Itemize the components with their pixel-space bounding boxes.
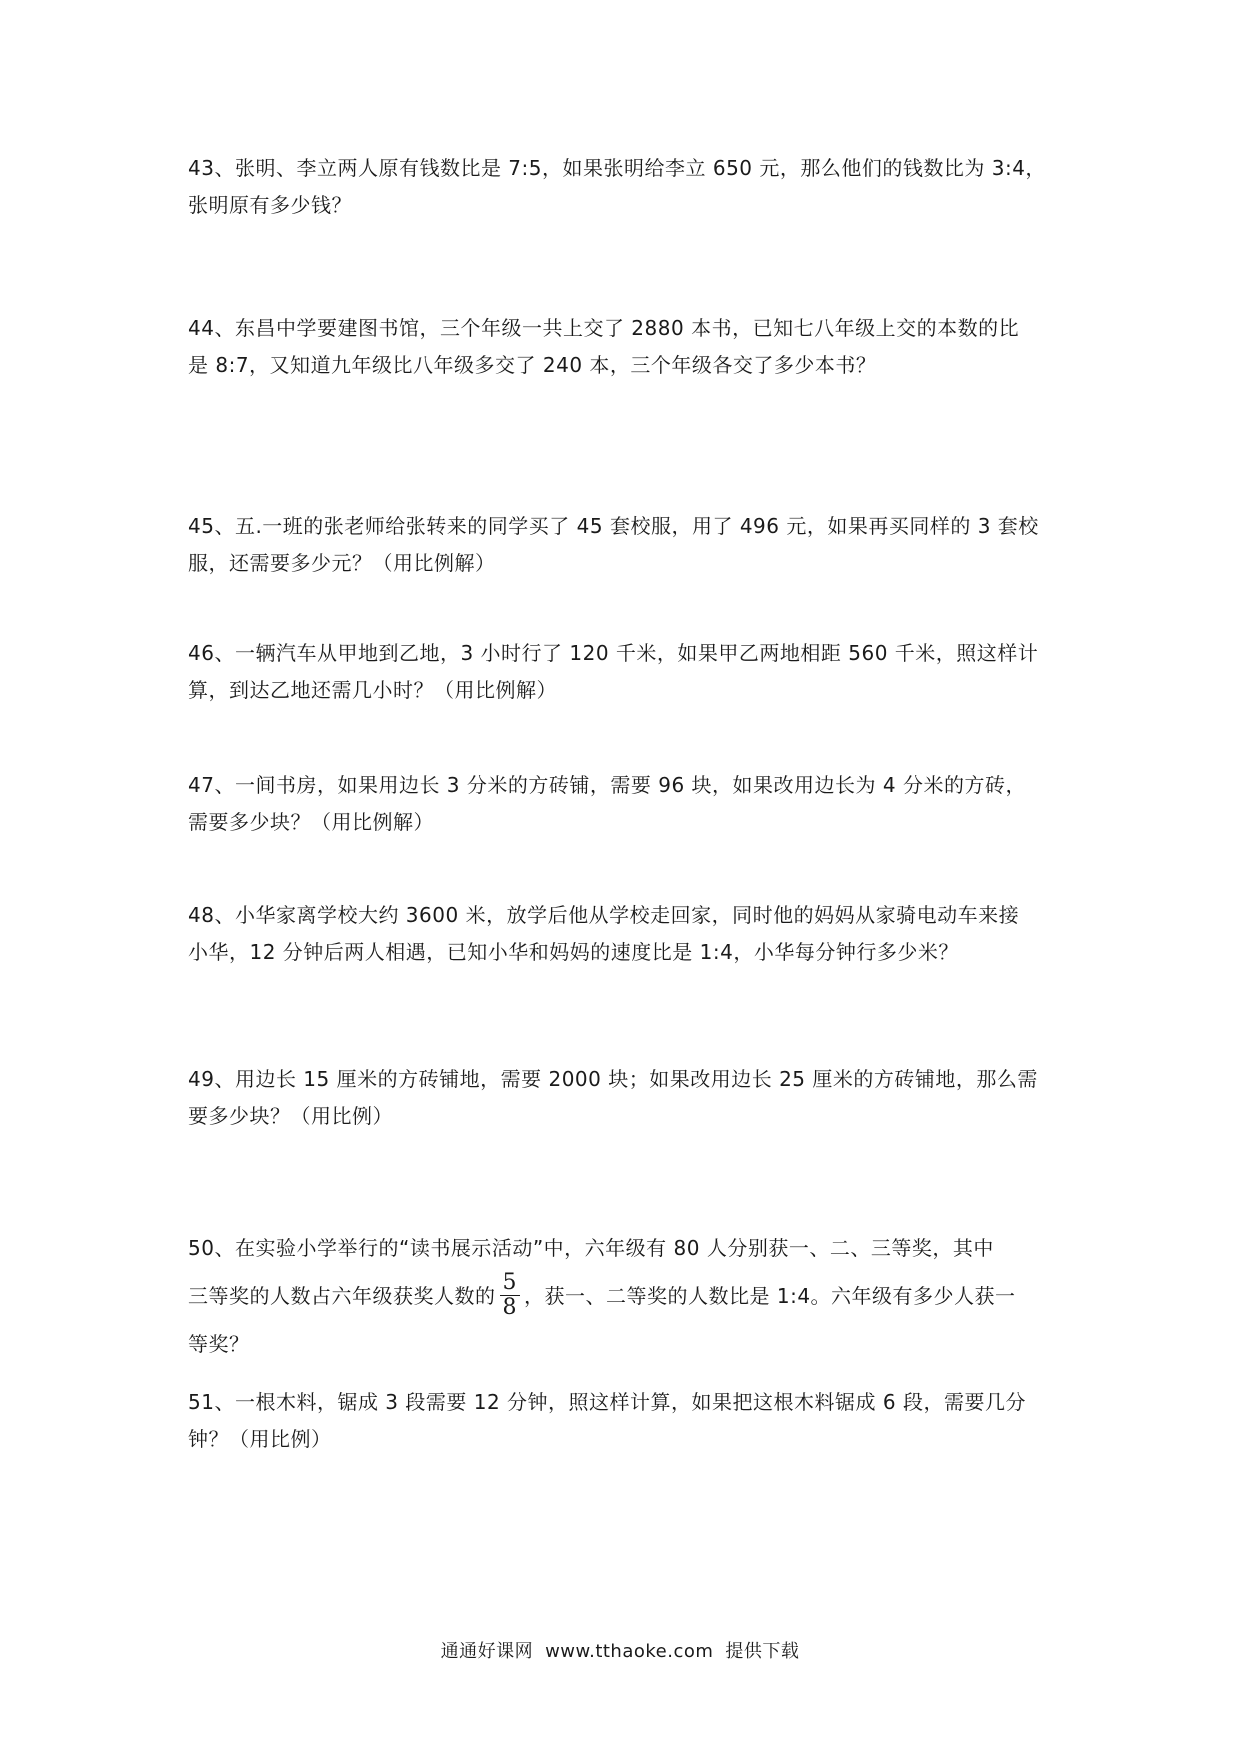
question-number: 51、 xyxy=(188,1390,235,1414)
question-50-line-2 xyxy=(188,1268,1058,1324)
question-text: 一间书房，如果用边长 3 分米的方砖铺，需要 96 块，如果改用边长为 4 分米的方砖， xyxy=(234,773,1026,797)
question-45-line-2 xyxy=(188,545,1058,582)
question-49 xyxy=(188,1061,1058,1135)
question-45 xyxy=(188,508,1058,582)
question-49-line-2 xyxy=(188,1098,1058,1135)
fraction-numerator: 5 xyxy=(500,1271,521,1296)
question-47-line-2 xyxy=(188,804,1058,841)
question-text: 等奖？ xyxy=(188,1332,250,1356)
question-text: ，获一、二等奖的人数比是 1:4。六年级有多少人获一 xyxy=(524,1284,1016,1308)
question-48-line-2 xyxy=(188,934,1058,971)
question-text: 五.一班的张老师给张转来的同学买了 45 套校服，用了 496 元，如果再买同样的 3 套校 xyxy=(234,514,1039,538)
page-footer xyxy=(0,1637,1240,1663)
question-48-line-1 xyxy=(188,897,1058,934)
question-text: 是 8:7，又知道九年级比八年级多交了 240 本，三个年级各交了多少本书？ xyxy=(188,353,877,377)
question-48 xyxy=(188,897,1058,971)
question-number: 45、 xyxy=(188,514,235,538)
question-text: 一辆汽车从甲地到乙地，3 小时行了 120 千米，如果甲乙两地相距 560 千米，照这样计 xyxy=(234,641,1039,665)
question-51 xyxy=(188,1384,1058,1458)
question-51-line-2 xyxy=(188,1421,1058,1458)
question-number: 49、 xyxy=(188,1067,235,1091)
question-49-line-1 xyxy=(188,1061,1058,1098)
question-text: 算，到达乙地还需几小时？（用比例解） xyxy=(188,678,557,702)
question-text: 钟？（用比例） xyxy=(188,1427,332,1451)
question-number: 48、 xyxy=(188,903,235,927)
question-text: 服，还需要多少元？（用比例解） xyxy=(188,551,496,575)
question-number: 47、 xyxy=(188,773,235,797)
question-text: 要多少块？（用比例） xyxy=(188,1104,393,1128)
question-46 xyxy=(188,635,1058,709)
question-50 xyxy=(188,1228,1058,1364)
question-44 xyxy=(188,310,1058,384)
question-number: 46、 xyxy=(188,641,235,665)
fraction-denominator: 8 xyxy=(502,1295,517,1320)
question-text: 小华家离学校大约 3600 米，放学后他从学校走回家，同时他的妈妈从家骑电动车来接 xyxy=(234,903,1020,927)
question-43-line-2 xyxy=(188,187,1058,224)
footer-site-name: 通通好课网 xyxy=(440,1641,534,1662)
question-50-line-1 xyxy=(188,1228,1058,1268)
question-number: 50、 xyxy=(188,1236,235,1260)
question-text: 张明原有多少钱？ xyxy=(188,193,352,217)
question-43-line-1 xyxy=(188,150,1058,187)
question-number: 43、 xyxy=(188,156,235,180)
question-44-line-1 xyxy=(188,310,1058,347)
question-44-line-2 xyxy=(188,347,1058,384)
question-text: 在实验小学举行的“读书展示活动”中，六年级有 80 人分别获一、二、三等奖，其中 xyxy=(234,1236,994,1260)
question-text: 东昌中学要建图书馆，三个年级一共上交了 2880 本书，已知七八年级上交的本数的比 xyxy=(234,316,1020,340)
question-46-line-1 xyxy=(188,635,1058,672)
question-number: 44、 xyxy=(188,316,235,340)
question-50-line-3 xyxy=(188,1324,1058,1364)
footer-url[interactable]: www.tthaoke.com xyxy=(545,1641,714,1662)
question-45-line-1 xyxy=(188,508,1058,545)
question-43 xyxy=(188,150,1058,224)
question-46-line-2 xyxy=(188,672,1058,709)
question-47 xyxy=(188,767,1058,841)
fraction xyxy=(500,1271,521,1320)
question-text: 张明、李立两人原有钱数比是 7:5，如果张明给李立 650 元，那么他们的钱数比为 3:4， xyxy=(234,156,1046,180)
footer-suffix: 提供下载 xyxy=(725,1641,800,1662)
question-text: 需要多少块？（用比例解） xyxy=(188,810,434,834)
question-51-line-1 xyxy=(188,1384,1058,1421)
question-text: 小华，12 分钟后两人相遇，已知小华和妈妈的速度比是 1:4，小华每分钟行多少米？ xyxy=(188,940,959,964)
question-text: 用边长 15 厘米的方砖铺地，需要 2000 块；如果改用边长 25 厘米的方砖铺地，那么需 xyxy=(234,1067,1038,1091)
question-text: 一根木料，锯成 3 段需要 12 分钟，照这样计算，如果把这根木料锯成 6 段，需要几分 xyxy=(234,1390,1026,1414)
question-47-line-1 xyxy=(188,767,1058,804)
question-text: 三等奖的人数占六年级获奖人数的 xyxy=(188,1284,496,1308)
